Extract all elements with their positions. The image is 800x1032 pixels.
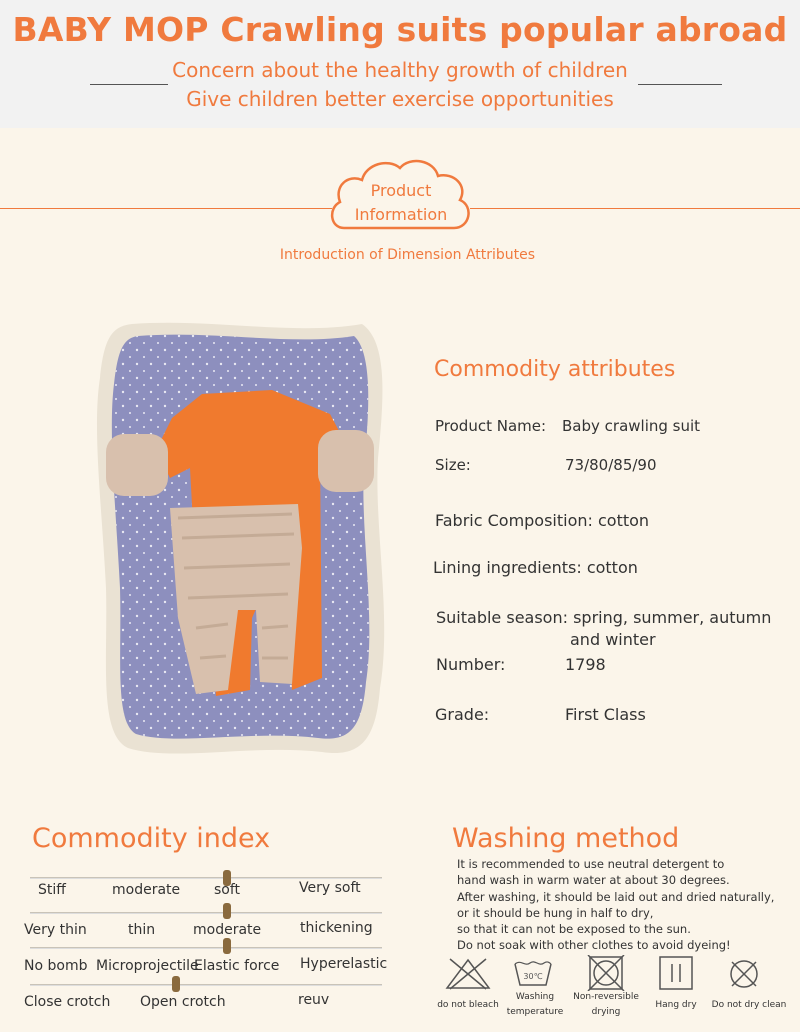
washing-line-4: or it should be hung in half to dry, <box>457 906 654 920</box>
season-line1: Suitable season: spring, summer, autumn <box>436 608 772 627</box>
index-marker-4 <box>172 976 180 992</box>
wash-temperature-line1: Washing <box>515 992 555 1002</box>
index-label: Elastic force <box>194 958 280 974</box>
orange-divider-left <box>0 208 332 209</box>
index-track-4 <box>30 984 382 986</box>
size-label: Size: <box>435 456 471 474</box>
index-label: Very soft <box>299 880 361 896</box>
number-label: Number: <box>436 655 506 674</box>
size-value: 73/80/85/90 <box>565 456 657 474</box>
non-reversible-drying-label <box>566 990 646 1020</box>
index-label: Very thin <box>24 922 87 938</box>
grade-value: First Class <box>565 705 646 724</box>
season-line2: and winter <box>570 630 656 649</box>
index-label: No bomb <box>24 958 88 974</box>
divider-right <box>638 84 722 85</box>
index-label: moderate <box>193 922 262 938</box>
non-reversible-line1: Non-reversible <box>573 992 639 1002</box>
non-reversible-line2: drying <box>591 1007 621 1017</box>
washing-line-2: hand wash in warm water at about 30 degrees. <box>457 873 730 887</box>
product-label-line1: Product <box>370 181 432 200</box>
no-dry-clean-label: Do not dry clean <box>711 1000 787 1010</box>
index-track-3 <box>30 947 382 949</box>
wash-30-icon <box>512 958 554 988</box>
index-label: Hyperelastic <box>300 956 388 972</box>
washing-line-1: It is recommended to use neutral detergent to <box>457 857 725 871</box>
subtitle-2: Give children better exercise opportunities <box>186 87 614 111</box>
index-track-1 <box>30 877 382 879</box>
number-value: 1798 <box>565 655 606 674</box>
hang-dry-icon <box>658 955 694 991</box>
grade-label: Grade: <box>435 705 490 724</box>
divider-left <box>90 84 168 85</box>
index-label: thin <box>128 922 156 938</box>
index-marker-2 <box>223 903 231 919</box>
no-bleach-label: do not bleach <box>437 1000 499 1010</box>
washing-line-5: so that it can not be exposed to the sun. <box>457 922 691 936</box>
index-label: Open crotch <box>140 994 226 1010</box>
index-label: Close crotch <box>24 994 111 1010</box>
index-label: reuv <box>298 992 330 1008</box>
product-name-value: Baby crawling suit <box>562 417 701 435</box>
index-label: moderate <box>112 882 181 898</box>
wash-30-mark: 30℃ <box>523 972 543 981</box>
index-title: Commodity index <box>32 823 271 854</box>
fabric-composition: Fabric Composition: cotton <box>435 511 650 530</box>
wash-temperature-label <box>500 990 570 1020</box>
lining-ingredients: Lining ingredients: cotton <box>433 558 638 577</box>
no-bleach-icon <box>444 957 492 991</box>
wash-temperature-line2: temperature <box>506 1007 564 1017</box>
index-label: thickening <box>300 920 373 936</box>
index-label: Stiff <box>38 882 66 898</box>
orange-divider-right <box>470 208 800 209</box>
washing-line-3: After washing, it should be laid out and dried naturally, <box>457 890 775 904</box>
product-photo <box>92 318 392 762</box>
washing-title: Washing method <box>452 823 680 854</box>
product-name-label: Product Name: <box>435 417 547 435</box>
attributes-title: Commodity attributes <box>434 357 676 382</box>
index-label: soft <box>214 882 241 898</box>
washing-line-6: Do not soak with other clothes to avoid dyeing! <box>457 938 731 952</box>
index-track-2 <box>30 912 382 914</box>
index-label: Microprojectile <box>96 958 199 974</box>
product-label-line2: Information <box>354 205 448 224</box>
no-tumble-dry-icon <box>586 955 626 991</box>
no-dry-clean-icon <box>727 957 761 991</box>
page-title: BABY MOP Crawling suits popular abroad <box>12 10 788 49</box>
index-marker-3 <box>223 938 231 954</box>
hang-dry-label: Hang dry <box>655 1000 697 1010</box>
intro-text: Introduction of Dimension Attributes <box>279 247 536 263</box>
subtitle-1: Concern about the healthy growth of children <box>172 58 628 82</box>
